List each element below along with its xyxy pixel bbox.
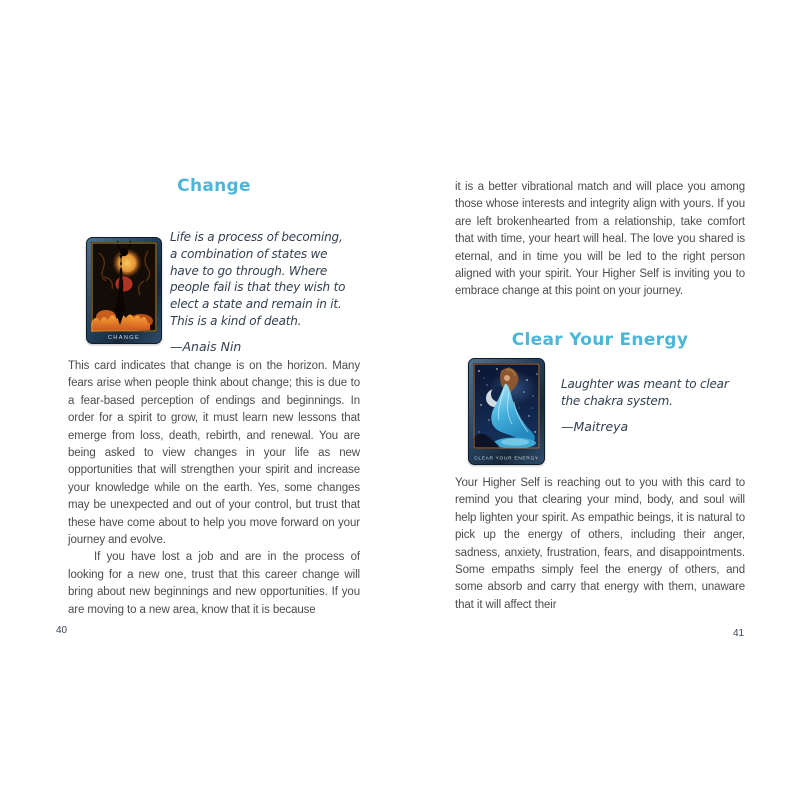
change-paragraph-3: it is a better vibrational match and will place you among those whose interests and integrity align with yours. If you are left brokenhearted from a relationship, take comfort that with time, your heart will heal. The love you shared is eternal, and in time you will be led to the right person aligned with your spirit. Your Higher Self is inviting you to embrace change at this point on your journey.	[455, 181, 745, 298]
clear-your-energy-card-art	[468, 358, 545, 465]
clear-your-energy-quote-block	[561, 376, 739, 434]
page-right	[455, 170, 745, 670]
change-quote-attribution: —Anais Nin	[170, 338, 242, 354]
change-continued-text	[455, 179, 745, 301]
clear-your-energy-card-image	[468, 358, 545, 465]
page-number-right: 41	[733, 628, 745, 639]
section-heading-change: Change	[177, 176, 251, 196]
clear-your-energy-quote-attribution: —Maitreya	[561, 418, 629, 434]
clear-your-energy-quote-text: Laughter was meant to clear the chakra system.	[561, 377, 729, 408]
change-card-label: CHANGE	[107, 335, 141, 341]
change-paragraph-1: This card indicates that change is on the horizon. Many fears arise when people think about change; this is due to a fear-based perception of endings and beginnings. In order for a spirit to grow, it must learn new lessons that emerge from loss, death, rebirth, and renewal. You are being asked to view changes in your life as new opportunities that will strengthen your spirit and increase your knowledge while on the earth. Yes, some changes may be unexpected and out of your control, but trust that these have come about to help you move forward on your journey and evolve.	[68, 360, 360, 547]
page-left	[56, 170, 360, 670]
clear-your-energy-body-text	[455, 475, 745, 614]
change-paragraph-2: If you have lost a job and are in the process of looking for a new one, trust that this career change will bring about new beginnings and new opportunities. If you are moving to a new area, know that it is because	[68, 551, 360, 616]
clear-your-energy-paragraph-1: Your Higher Self is reaching out to you with this card to remind you that clearing your mind, body, and soul will help lighten your spirit. As empathic beings, it is natural to pick up the energy of others, including their anger, sadness, anxiety, frustration, fears, and disappointments. Some empaths simply feel the energy of others, and some absorb and carry that energy with them, unaware that it will affect their	[455, 477, 745, 611]
clear-your-energy-card-label: CLEAR YOUR ENERGY	[474, 456, 539, 462]
change-card-art	[86, 237, 162, 344]
change-card-image	[86, 237, 162, 344]
change-quote-block	[170, 229, 352, 354]
section-heading-clear-your-energy: Clear Your Energy	[511, 330, 689, 350]
change-body-text	[68, 358, 360, 619]
page-number-left: 40	[56, 625, 68, 636]
change-quote-text: Life is a process of becoming, a combination of states we have to go through. Where people fail is that they wish to elect a state and remain in it. This is a kind of death.	[170, 230, 346, 328]
